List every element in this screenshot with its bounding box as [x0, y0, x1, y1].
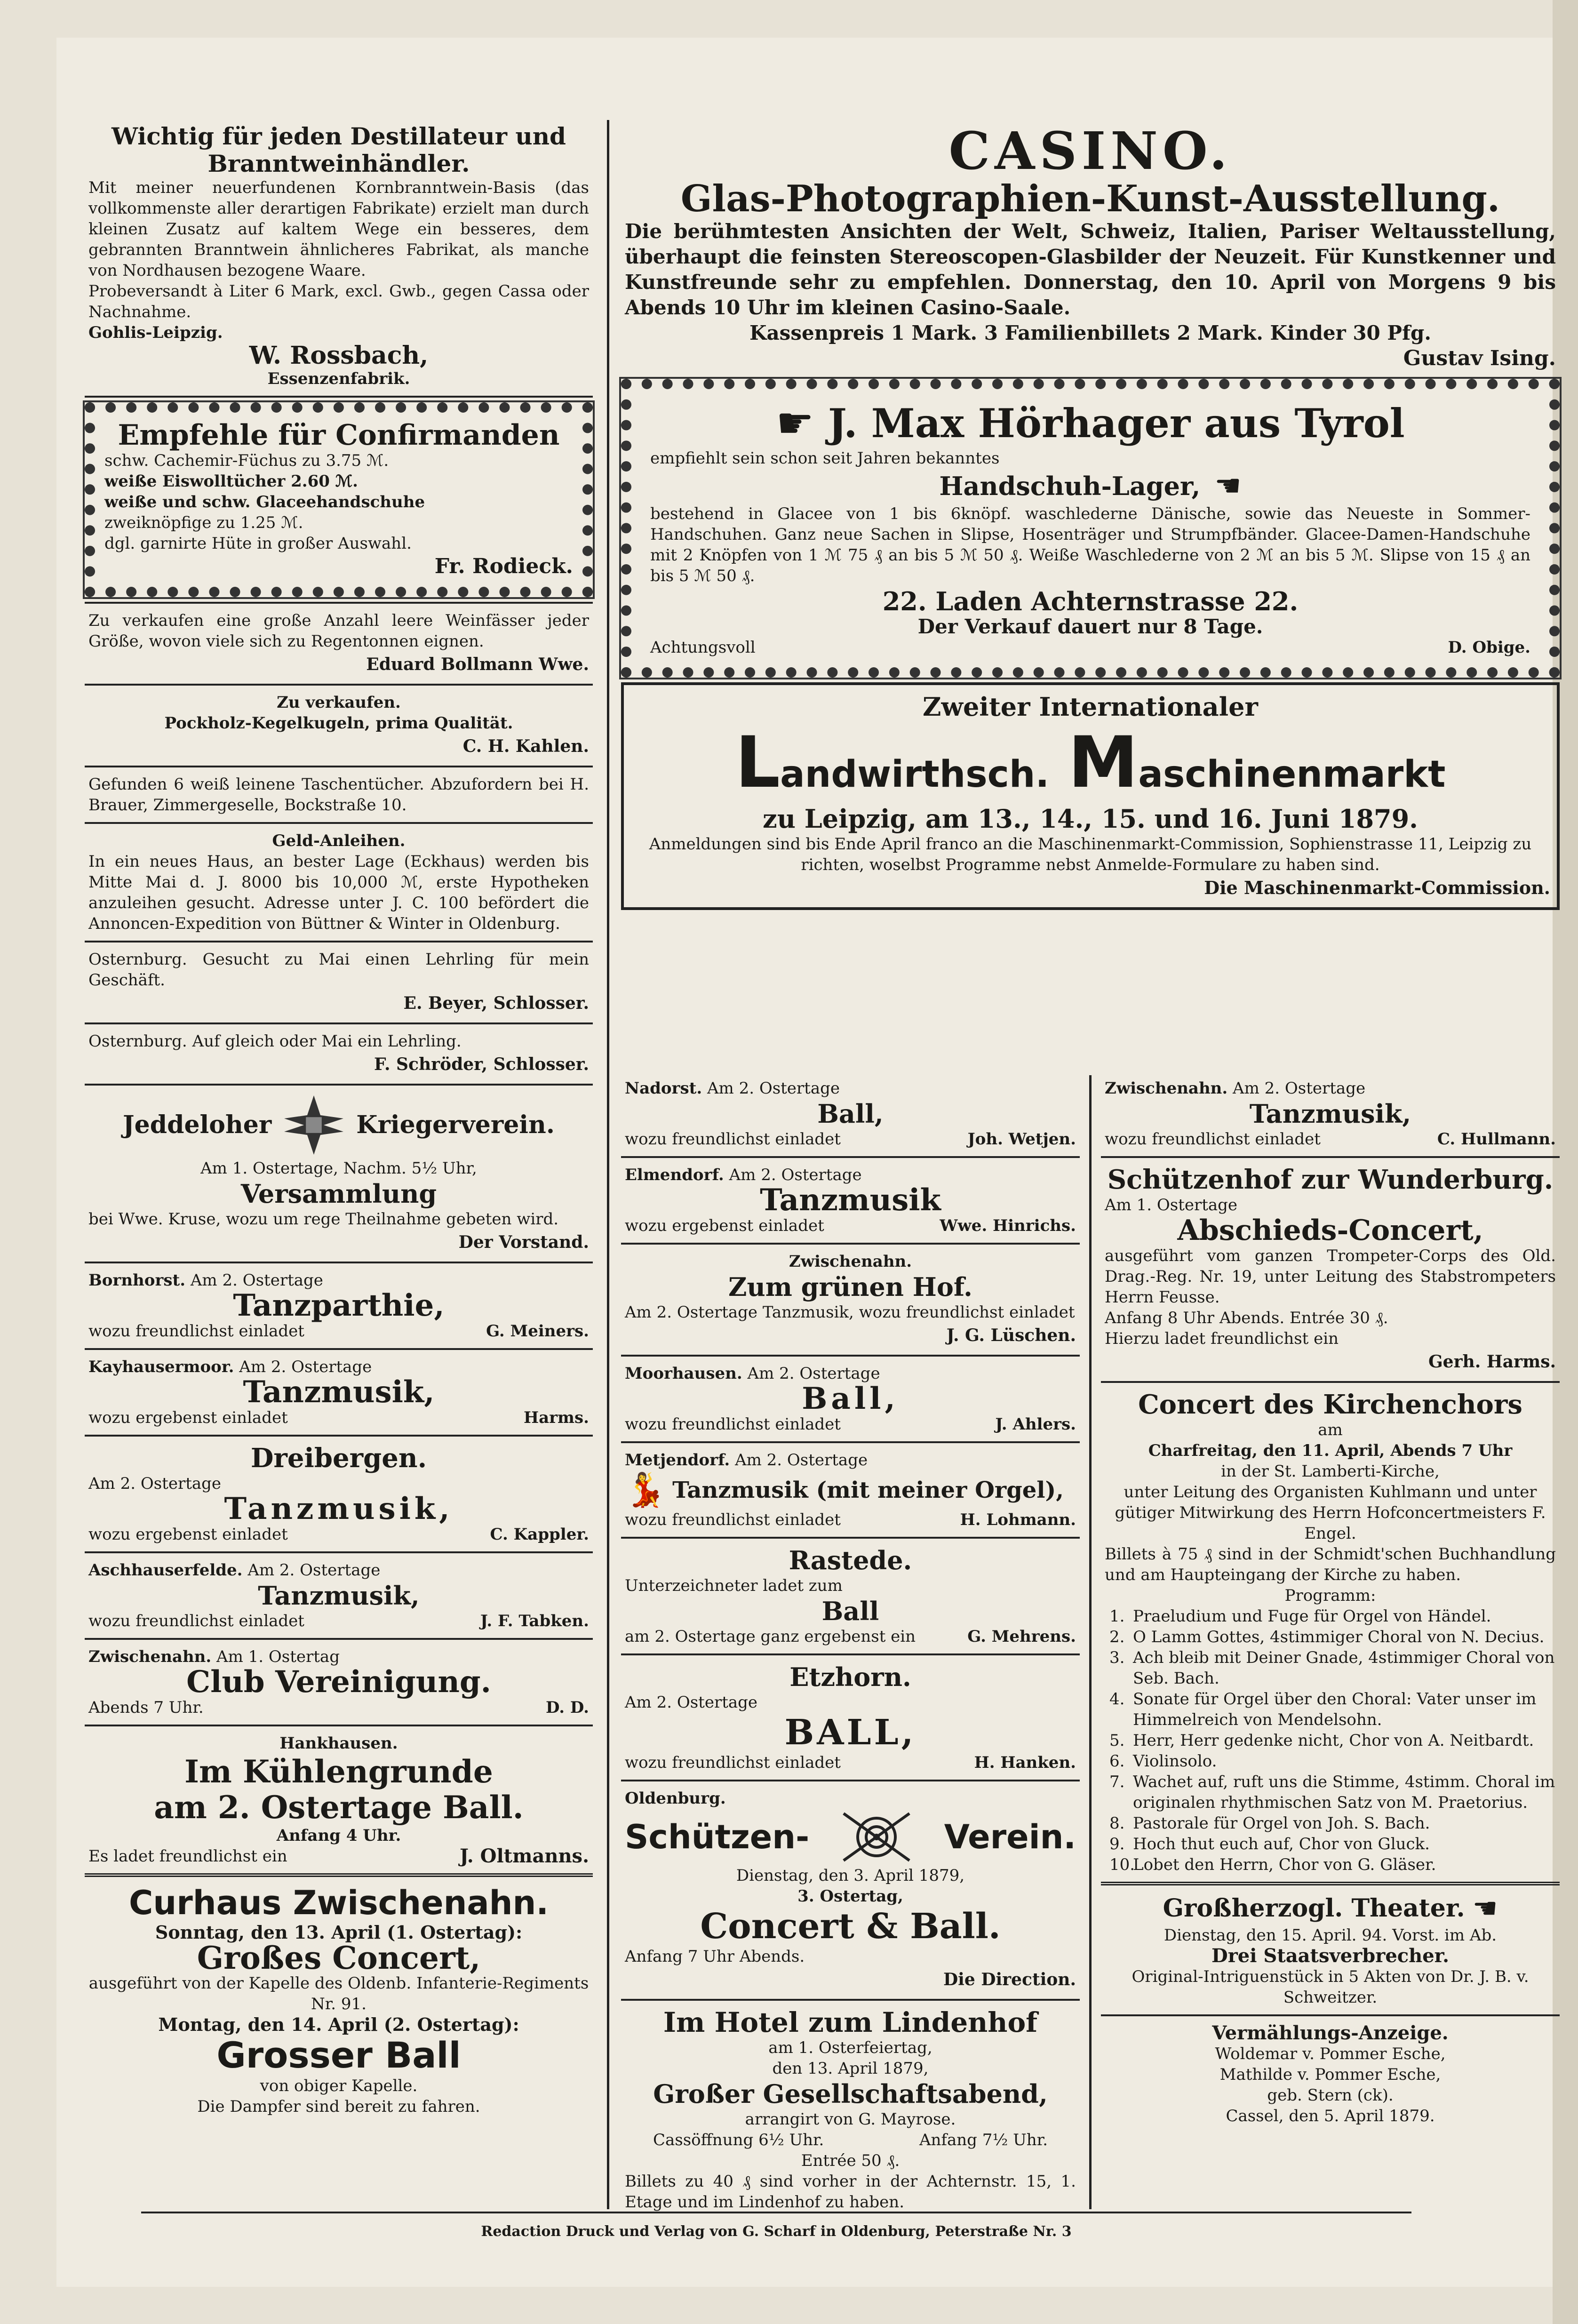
ad-heading: Drei Staatsverbrecher. [1211, 1945, 1449, 1967]
ad-invite: wozu freundlichst einladet [625, 1130, 841, 1149]
ad-date: Dienstag, den 15. April. 94. Vorst. im Ab. [1164, 1926, 1497, 1945]
program-text: Herr, Herr gedenke nicht, Chor von A. Neitbardt. [1133, 1731, 1534, 1750]
ad-kegelkugeln [85, 689, 593, 762]
ad-heading: Zu verkaufen. [277, 693, 401, 712]
program-item [1109, 1834, 1556, 1854]
column-rule-right [1089, 1075, 1092, 2209]
program-number: 9. [1109, 1835, 1125, 1853]
ad-time: Anfang 4 Uhr. [276, 1826, 401, 1845]
ad-heading: Versammlung [240, 1179, 437, 1209]
program-item [1109, 1854, 1556, 1875]
ad-heading: Tanzmusik [760, 1182, 941, 1218]
ad-body: Osternburg. Auf gleich oder Mai ein Lehrling. [88, 1032, 462, 1051]
ad-date: Dienstag, den 3. April 1879, [736, 1866, 965, 1885]
ad-maschinenmarkt [621, 682, 1560, 910]
right-column-b [1101, 1075, 1560, 2129]
ad-date: Am 1. Ostertage [1105, 1196, 1238, 1214]
ad-body: ausgeführt von der Kapelle des Oldenb. Infanterie-Regiments Nr. 91. [88, 1974, 589, 2013]
ad-title: Großherzogl. Theater. [1163, 1894, 1465, 1923]
ad-body: Mit meiner neuerfundenen Kornbranntwein-Basis (das vollkommenste aller derartigen Fabrikate) erzielt man durch kleinen Zusatz auf kaltem Wege ein besseres, dem gebrannten Branntwein ähnlicheres Fabrikat, als manche von Nordhausen bezogene Waare. [88, 178, 589, 280]
program-item [1109, 1647, 1556, 1689]
ad-place: Elmendorf. [625, 1166, 724, 1184]
ad-signature: H. Lohmann. [960, 1510, 1076, 1529]
right-column-a [621, 1075, 1080, 2215]
program-text: Pastorale für Orgel von Joh. S. Bach. [1133, 1814, 1430, 1833]
ad-kayhausermoor [85, 1354, 593, 1431]
ad-time: Anfang 7½ Uhr. [919, 2131, 1048, 2149]
ad-dreibergen [85, 1440, 593, 1548]
ad-etzhorn [621, 1659, 1080, 1776]
ad-date: Am 2. Ostertage [747, 1364, 880, 1383]
ad-signature: C. Kappler. [490, 1525, 589, 1544]
ad-heading: Ball [821, 1596, 879, 1626]
column-rule-main [607, 120, 609, 2209]
ad-body: Zu verkaufen eine große Anzahl leere Weinfässer jeder Größe, wovon viele sich zu Regentonnen eignen. [88, 611, 589, 651]
ad-heading: Zum grünen Hof. [728, 1272, 972, 1302]
ad-title-part: aschinenmarkt [1138, 753, 1446, 796]
right-column-top [621, 120, 1560, 914]
ad-title: Verein. [944, 1818, 1076, 1856]
ad-invite: wozu ergebenst einladet [88, 1525, 288, 1544]
program-text: Wachet auf, ruft uns die Stimme, 4stimm. Choral im originalen rhythmischen Satz von M. Praetorius. [1133, 1773, 1555, 1812]
ad-confirmanden [85, 402, 593, 597]
ad-heading: Großer Gesellschaftsabend, [653, 2079, 1048, 2109]
ad-line: empfiehlt sein schon seit Jahren bekanntes [650, 449, 1000, 468]
ad-line: am 2. Ostertage ganz ergebenst ein [625, 1627, 916, 1646]
ad-invite: wozu freundlichst einladet [88, 1322, 304, 1341]
ad-heading: Club Vereinigung. [186, 1664, 491, 1700]
ad-date: Am 2. Ostertage [190, 1271, 323, 1290]
ad-subtitle: Glas-Photographien-Kunst-Ausstellung. [680, 177, 1500, 220]
ad-body: Probeversandt à Liter 6 Mark, excl. Gwb., gegen Cassa oder Nachnahme. [88, 282, 589, 321]
ad-date: Montag, den 14. April (2. Ostertag): [158, 2014, 519, 2035]
ad-fee: Entrée 50 ₰. [801, 2151, 900, 2170]
ad-body: Gefunden 6 weiß leinene Taschentücher. Abzufordern bei H. Brauer, Zimmergeselle, Bockstraße 10. [88, 775, 589, 815]
target-crossed-rifles-icon [841, 1809, 912, 1865]
ad-line: weiße Eiswolltücher 2.60 ℳ. [104, 472, 358, 491]
ad-lindenhof [621, 2005, 1080, 2215]
ad-time: Anfang 7 Uhr Abends. [625, 1947, 805, 1966]
program-text: O Lamm Gottes, 4stimmiger Choral von N. Decius. [1133, 1628, 1545, 1646]
program-item [1109, 1772, 1556, 1813]
ad-title: Wichtig für jeden Destillateur und Branntweinhändler. [111, 122, 566, 177]
ad-invite: wozu freundlichst einladet [625, 1510, 841, 1529]
ad-body: bestehend in Glacee von 1 bis 6knöpf. waschlederne Dänische, sowie das Neueste in Sommer-Handschuhen. Ganz neue Sachen in Slipse, Hosenträger und Strumpfbänder. Glacee-Damen-Handschuhe mit 2 Knöpfen von 1 ℳ 75 ₰ an bis 5 ℳ 50 ₰. Weiße Waschlederne von 2 ℳ an bis 5 ℳ. Slipse von 15 ₰ an bis 5 ℳ 50 ₰. [650, 504, 1530, 585]
program-item [1109, 1730, 1556, 1751]
ad-gefunden [85, 771, 593, 818]
ad-signature: Gustav Ising. [1403, 346, 1556, 370]
ad-address: 22. Laden Achternstrasse 22. [882, 586, 1299, 616]
ad-heading: Handschuh-Lager, [939, 471, 1201, 501]
ad-line: dgl. garnirte Hüte in großer Auswahl. [104, 534, 412, 553]
ad-place: Bornhorst. [88, 1271, 186, 1290]
ad-heading: Tanzmusik, [243, 1374, 435, 1410]
ad-heading: Ball, [802, 1381, 899, 1416]
ad-kriegerverein [85, 1089, 593, 1258]
ad-body: Pockholz-Kegelkugeln, prima Qualität. [164, 714, 513, 733]
ad-hoerhager [621, 379, 1560, 678]
program-number: 3. [1109, 1648, 1125, 1667]
program-number: 1. [1109, 1607, 1125, 1626]
ad-body: Osternburg. Gesucht zu Mai einen Lehrling für mein Geschäft. [88, 950, 589, 990]
program-item [1109, 1689, 1556, 1730]
program-number: 7. [1109, 1773, 1125, 1791]
ad-invite: wozu freundlichst einladet [625, 1415, 841, 1434]
ad-date: Charfreitag, den 11. April, Abends 7 Uhr [1148, 1441, 1513, 1460]
ad-invite: wozu ergebenst einladet [625, 1216, 824, 1235]
ad-signature: H. Hanken. [974, 1753, 1076, 1772]
ad-heading: Geld-Anleihen. [272, 831, 406, 850]
ad-body: unter Leitung des Organisten Kuhlmann und unter gütiger Mitwirkung des Herrn Hofconcertmeisters F. Engel. [1115, 1483, 1546, 1543]
ad-signature: Die Direction. [943, 1970, 1076, 1989]
ad-invite: wozu freundlichst einladet [88, 1612, 304, 1630]
ad-line: am [1318, 1421, 1343, 1439]
ad-date: Am 2. Ostertage [735, 1451, 868, 1469]
ad-date: Am 1. Ostertag [216, 1647, 340, 1666]
ad-heading: BALL, [784, 1712, 917, 1753]
imprint-footer: Redaction Druck und Verlag von G. Scharf in Oldenburg, Peterstraße Nr. 3 [481, 2223, 1072, 2240]
footer-rule [141, 2212, 1411, 2213]
ad-place: Aschhauserfelde. [88, 1561, 243, 1580]
ad-heading: Tanzparthie, [233, 1288, 445, 1323]
ad-date: Am 2. Ostertage [729, 1166, 862, 1184]
ad-heading: Großes Concert, [197, 1940, 481, 1976]
ad-signature: C. Hullmann. [1437, 1130, 1556, 1149]
ad-heading: Grosser Ball [216, 2034, 461, 2076]
program-item [1109, 1627, 1556, 1647]
ad-club-vereinigung [85, 1644, 593, 1721]
ad-title: Im Hotel zum Lindenhof [663, 2006, 1038, 2038]
ad-geld-anleihen [85, 828, 593, 937]
ad-date: Am 2. Ostertage [239, 1358, 372, 1376]
program-number: 6. [1109, 1752, 1125, 1771]
ad-place: Metjendorf. [625, 1451, 730, 1469]
ad-body: Am 2. Ostertage Tanzmusik, wozu freundlichst einladet [625, 1303, 1075, 1322]
program-text: Praeludium und Fuge für Orgel von Händel. [1133, 1607, 1491, 1626]
pointing-hand-icon: ☚ [1214, 469, 1242, 503]
ad-line: weiße und schw. Glaceehandschuhe [104, 493, 425, 511]
ad-kirchenchor [1101, 1387, 1560, 1878]
ad-signature: W. Rossbach, [249, 341, 429, 370]
ad-body: von obiger Kapelle. [260, 2076, 418, 2095]
ad-place: in der St. Lamberti-Kirche, [1221, 1462, 1440, 1481]
ad-place: Moorhausen. [625, 1364, 742, 1383]
ad-closing: Achtungsvoll [650, 638, 756, 657]
ad-title: Kriegerverein. [356, 1110, 555, 1139]
ad-signature: G. Mehrens. [967, 1627, 1076, 1646]
pointing-hand-icon: ☛ [776, 399, 814, 448]
ad-title: CASINO. [948, 120, 1232, 181]
ad-body: Billets zu 40 ₰ sind vorher in der Achternstr. 15, 1. Etage und im Lindenhof zu haben. [625, 2172, 1076, 2212]
ad-place: Gohlis-Leipzig. [88, 323, 223, 342]
ad-signature: Harms. [523, 1408, 589, 1427]
ad-destillateur [85, 120, 593, 392]
ad-title: Schützenhof zur Wunderburg. [1107, 1164, 1554, 1195]
program-list [1105, 1606, 1556, 1875]
ad-place: Zwischenahn. [1105, 1079, 1228, 1098]
ad-top: Zweiter Internationaler [923, 692, 1258, 722]
program-text: Hoch thut euch auf, Chor von Gluck. [1133, 1835, 1430, 1853]
program-text: Ach bleib mit Deiner Gnade, 4stimmiger Choral von Seb. Bach. [1133, 1648, 1555, 1688]
ad-body: In ein neues Haus, an bester Lage (Eckhaus) werden bis Mitte Mai d. J. 8000 bis 10,000 ℳ, erste Hypotheken anzuleihen gesucht. Adresse unter J. C. 100 befördert die Annoncen-Expedition von Büttner & Winter in Oldenburg. [88, 852, 589, 933]
ad-schuetzenverein [621, 1785, 1080, 1995]
ad-gruener-hof [621, 1248, 1080, 1351]
ad-price: Kassenpreis 1 Mark. 3 Familienbillets 2 Mark. Kinder 30 Pfg. [749, 321, 1432, 344]
ad-lehrling-schroeder [85, 1028, 593, 1080]
ad-invite: wozu freundlichst einladet [1105, 1130, 1321, 1149]
ad-heading: Ball, [817, 1099, 884, 1129]
ad-title: Curhaus Zwischenahn. [129, 1884, 549, 1922]
ad-title: Etzhorn. [789, 1662, 911, 1692]
ad-date: 3. Ostertag, [797, 1887, 903, 1906]
ad-duration: Der Verkauf dauert nur 8 Tage. [917, 615, 1263, 638]
ad-body: ausgeführt vom ganzen Trompeter-Corps des Old. Drag.-Reg. Nr. 19, unter Leitung des Stabstrompeters Herrn Feusse. [1105, 1246, 1556, 1307]
ad-signature: Der Vorstand. [458, 1232, 589, 1252]
ad-subtitle: Essenzenfabrik. [267, 369, 410, 388]
ad-heading: Concert & Ball. [700, 1906, 1001, 1947]
ad-weinfaesser [85, 607, 593, 680]
ad-place: Hankhausen. [279, 1734, 398, 1753]
ad-date: zu Leipzig, am 13., 14., 15. und 16. Juni 1879. [763, 804, 1418, 834]
ad-signature: Gerh. Harms. [1428, 1352, 1556, 1372]
ad-signature: D. D. [545, 1698, 589, 1717]
ad-date: Am 2. Ostertage [1233, 1079, 1366, 1098]
ad-title: Vermählungs-Anzeige. [1212, 2022, 1449, 2044]
iron-cross-icon [281, 1092, 347, 1158]
ad-title: Schützen- [625, 1818, 810, 1856]
ad-heading: am 2. Ostertage Ball. [154, 1789, 524, 1826]
ad-signature: J. Ahlers. [995, 1415, 1076, 1434]
ad-zwischenahn-tanzmusik [1101, 1075, 1560, 1152]
ad-moorhausen [621, 1360, 1080, 1438]
program-text: Sonate für Orgel über den Choral: Vater unser im Himmelreich von Mendelsohn. [1133, 1690, 1537, 1729]
ad-line: schw. Cachemir-Füchus zu 3.75 ℳ. [104, 451, 389, 470]
ad-signature: J. F. Tabken. [480, 1612, 589, 1630]
program-number: 4. [1109, 1690, 1125, 1709]
ad-signature: Wwe. Hinrichs. [940, 1216, 1076, 1235]
program-number: 5. [1109, 1731, 1125, 1750]
ad-invite: Hierzu ladet freundlichst ein [1105, 1329, 1339, 1348]
ad-heading: Tanzmusik (mit meiner Orgel), [672, 1477, 1064, 1503]
program-item [1109, 1751, 1556, 1772]
ad-initial: M [1068, 722, 1139, 804]
ad-place: Dreibergen. [250, 1443, 427, 1474]
program-number: 2. [1109, 1628, 1125, 1646]
ad-body: Anmeldungen sind bis Ende April franco an die Maschinenmarkt-Commission, Sophienstrasse 11, Leipzig zu richten, woselbst Programme nebst Anmelde-Formulare zu haben sind. [649, 835, 1532, 874]
ad-time: Abends 7 Uhr. [88, 1698, 204, 1717]
ad-date: den 13. April 1879, [772, 2059, 929, 2078]
ad-invite: wozu freundlichst einladet [625, 1753, 841, 1772]
ad-body: bei Wwe. Kruse, wozu um rege Theilnahme gebeten wird. [88, 1210, 559, 1229]
ad-place: Kayhausermoor. [88, 1358, 234, 1376]
ad-title: Rastede. [789, 1545, 912, 1575]
ad-elmendorf [621, 1162, 1080, 1239]
ad-body: Die Dampfer sind bereit zu fahren. [197, 2097, 480, 2116]
program-heading: Programm: [1284, 1586, 1376, 1605]
ad-bornhorst [85, 1267, 593, 1344]
ad-rastede [621, 1542, 1080, 1650]
program-number: 10. [1109, 1855, 1135, 1874]
ad-heading: Abschieds-Concert, [1177, 1214, 1483, 1247]
ad-title-part: andwirthsch. [780, 753, 1050, 796]
ad-date: Am 2. Ostertage [88, 1474, 222, 1493]
ad-date: Sonntag, den 13. April (1. Ostertag): [155, 1922, 523, 1943]
pointing-hand-icon: ☚ [1472, 1892, 1498, 1925]
ad-time: Cassöffnung 6½ Uhr. [653, 2131, 824, 2149]
ad-initial: L [735, 722, 781, 804]
ad-line: Unterzeichneter ladet zum [625, 1576, 843, 1595]
ad-signature: Eduard Bollmann Wwe. [366, 655, 589, 674]
ad-theater [1101, 1889, 1560, 2011]
ad-hankhausen [85, 1730, 593, 1869]
ad-line: Mathilde v. Pommer Esche, [1219, 2065, 1441, 2084]
program-item [1109, 1813, 1556, 1834]
dancing-couple-icon: 💃 [625, 1470, 666, 1509]
ad-heading: Tanzmusik, [258, 1581, 420, 1611]
ad-organizer: arrangirt von G. Mayrose. [745, 2110, 956, 2129]
ad-casino [621, 120, 1560, 374]
ad-body: Original-Intriguenstück in 5 Akten von Dr. J. B. v. Schweitzer. [1132, 1967, 1529, 2007]
ad-title: J. Max Hörhager aus Tyrol [828, 399, 1405, 447]
ad-line: Am 1. Ostertage, Nachm. 5½ Uhr, [200, 1159, 477, 1178]
ad-signature: F. Schröder, Schlosser. [374, 1054, 589, 1074]
ad-signature: G. Meiners. [486, 1322, 589, 1341]
ad-lehrling-beyer [85, 946, 593, 1019]
ad-title: Empfehle für Confirmanden [118, 419, 560, 452]
ad-date: am 1. Osterfeiertag, [768, 2038, 932, 2057]
ad-heading: Im Kühlengrunde [184, 1753, 493, 1790]
ad-body: Billets à 75 ₰ sind in der Schmidt'schen Buchhandlung und am Haupteingang der Kirche zu haben. [1105, 1545, 1556, 1584]
ad-date: Am 2. Ostertage [247, 1561, 381, 1580]
ad-line: zweiknöpfige zu 1.25 ℳ. [104, 513, 303, 532]
ad-signature: Die Maschinenmarkt-Commission. [1204, 877, 1550, 898]
ad-place: Zwischenahn. [789, 1252, 912, 1271]
ad-signature: J. Oltmanns. [459, 1845, 589, 1867]
ad-title [630, 722, 1550, 804]
ad-place: Nadorst. [625, 1079, 702, 1098]
ad-title: Concert des Kirchenchors [1138, 1389, 1522, 1420]
ad-signature: Joh. Wetjen. [967, 1130, 1076, 1149]
ad-wunderburg [1101, 1162, 1560, 1377]
ad-date: Am 2. Ostertage [707, 1079, 840, 1098]
ad-place: Zwischenahn. [88, 1647, 212, 1666]
ad-line: Woldemar v. Pommer Esche, [1215, 2044, 1446, 2063]
program-item [1109, 1606, 1556, 1627]
ad-body: Die berühmtesten Ansichten der Welt, Schweiz, Italien, Pariser Weltausstellung, überhaupt die feinsten Stereoscopen-Glasbilder der Neuzeit. Für Kunstkenner und Kunstfreunde sehr zu empfehlen. Donnerstag, den 10. April von Morgens 9 bis Abends 10 Uhr im kleinen Casino-Saale. [625, 220, 1556, 319]
ad-title: Jeddeloher [123, 1110, 272, 1139]
ad-signature: Fr. Rodieck. [434, 554, 573, 578]
ad-aschhauserfelde [85, 1557, 593, 1634]
ad-invite: Es ladet freundlichst ein [88, 1847, 287, 1866]
ad-curhaus-zwischenahn [85, 1881, 593, 2120]
ad-date: Am 2. Ostertage [625, 1693, 758, 1712]
ad-metjendorf [621, 1447, 1080, 1533]
ad-line: geb. Stern (ck). [1267, 2086, 1394, 2105]
program-text: Violinsolo. [1133, 1752, 1217, 1771]
ad-signature: C. H. Kahlen. [462, 736, 589, 756]
left-column [85, 120, 593, 2120]
ad-time: Anfang 8 Uhr Abends. Entrée 30 ₰. [1105, 1309, 1388, 1327]
ad-place: Oldenburg. [625, 1789, 726, 1808]
ad-signature: E. Beyer, Schlosser. [403, 993, 589, 1013]
ad-signature: D. Obige. [1448, 638, 1530, 657]
ad-nadorst [621, 1075, 1080, 1152]
ad-heading: Tanzmusik, [1249, 1099, 1411, 1129]
ad-vermaehlung [1101, 2020, 1560, 2129]
program-text: Lobet den Herrn, Chor von G. Gläser. [1133, 1855, 1436, 1874]
ad-signature: J. G. Lüschen. [946, 1326, 1076, 1345]
ad-line: Cassel, den 5. April 1879. [1226, 2107, 1435, 2125]
ad-invite: wozu ergebenst einladet [88, 1408, 288, 1427]
ad-heading: Tanzmusik, [224, 1491, 454, 1526]
program-number: 8. [1109, 1814, 1125, 1833]
